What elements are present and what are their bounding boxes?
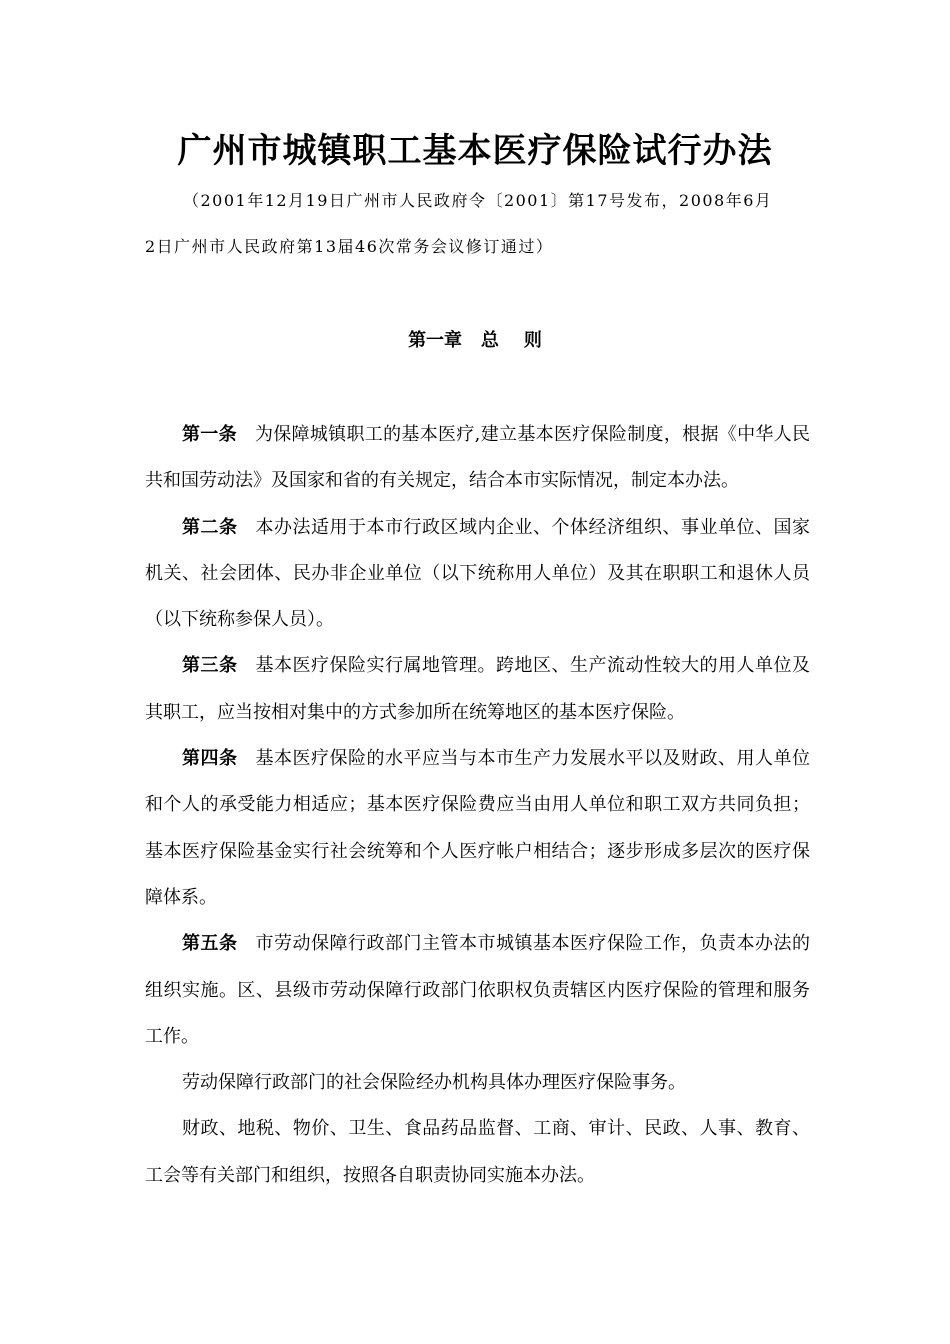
article-4	[145, 736, 810, 921]
article-label: 第五条	[182, 933, 238, 955]
article-text: 为保障城镇职工的基本医疗,建立基本医疗保险制度，根据《中华人民共和国劳动法》及国家和省的有关规定，结合本市实际情况，制定本办法。	[145, 424, 811, 492]
article-text: 本办法适用于本市行政区域内企业、个体经济组织、事业单位、国家机关、社会团体、民办非企业单位（以下统称用人单位）及其在职职工和退休人员（以下统称参保人员）。	[145, 516, 810, 631]
article-3	[145, 643, 810, 736]
document-body	[145, 412, 810, 1199]
article-label: 第一条	[182, 424, 237, 445]
document-title: 广州市城镇职工基本医疗保险试行办法	[177, 131, 773, 171]
article-label: 第二条	[182, 516, 238, 538]
article-1	[145, 412, 810, 505]
paragraph-text: 财政、地税、物价、卫生、食品药品监督、工商、审计、民政、人事、教育、工会等有关部门和组织，按照各自职责协同实施本办法。	[145, 1118, 810, 1186]
article-text: 基本医疗保险的水平应当与本市生产力发展水平以及财政、用人单位和个人的承受能力相适应；基本医疗保险费应当由用人单位和职工双方共同负担；基本医疗保险基金实行社会统筹和个人医疗帐户相结合；逐步形成多层次的医疗保障体系。	[145, 748, 810, 908]
document-subtitle-line-2: 2日广州市人民政府第13届46次常务会议修订通过）	[145, 237, 554, 256]
article-5-paragraph-3	[145, 1106, 810, 1199]
article-label: 第四条	[182, 748, 238, 770]
article-text: 基本医疗保险实行属地管理。跨地区、生产流动性较大的用人单位及其职工，应当按相对集中的方式参加所在统筹地区的基本医疗保险。	[145, 655, 810, 723]
article-label: 第三条	[182, 655, 238, 677]
chapter-heading: 第一章 总 则	[408, 330, 542, 351]
paragraph-text: 劳动保障行政部门的社会保险经办机构具体办理医疗保险事务。	[182, 1072, 686, 1094]
article-5-paragraph-2	[145, 1060, 810, 1106]
document-subtitle-line-1: （2001年12月19日广州市人民政府令〔2001〕第17号发布，2008年6月	[183, 191, 773, 210]
article-5	[145, 921, 810, 1060]
article-2	[145, 505, 810, 644]
article-text: 市劳动保障行政部门主管本市城镇基本医疗保险工作，负责本办法的组织实施。区、县级市劳动保障行政部门依职权负责辖区内医疗保险的管理和服务工作。	[145, 933, 810, 1047]
